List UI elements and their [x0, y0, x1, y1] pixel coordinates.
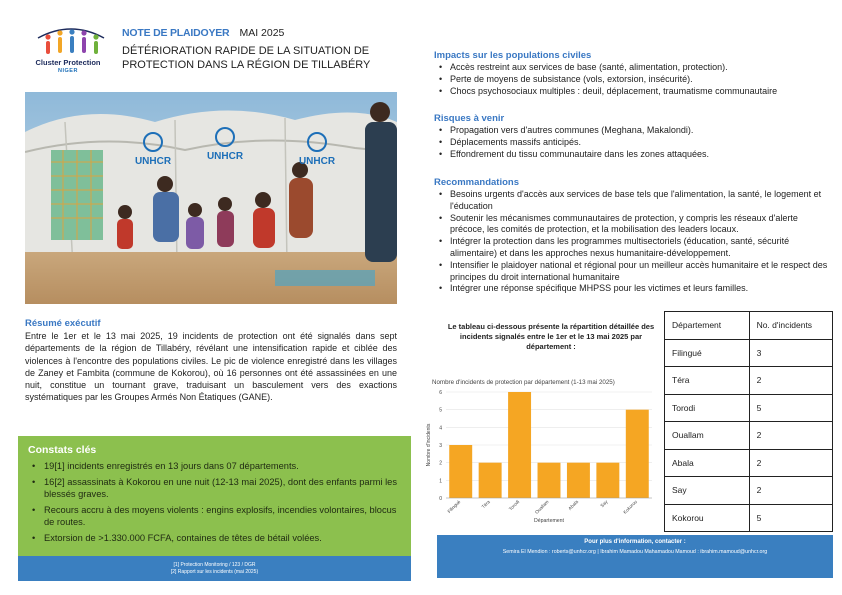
- chart-bar: [567, 463, 590, 498]
- list-item: • Intégrer une réponse spécifique MHPSS pour les victimes et leurs familles.: [434, 283, 832, 295]
- chart-bar: [479, 463, 502, 498]
- table-cell: 2: [749, 477, 832, 505]
- tent-label: UNHCR: [298, 156, 336, 167]
- chart-x-tick-label: Ouallam: [534, 499, 550, 515]
- list-item: • Effondrement du tissu communautaire dans les zones attaquées.: [434, 149, 832, 161]
- list-item: • 16[2] assassinats à Kokorou en une nuit (12-13 mai 2025), dont des enfants parmi les blessés graves.: [28, 476, 401, 501]
- table-cell: 5: [749, 394, 832, 422]
- list-item: • Extorsion de >1.330.000 FCFA, containes de têtes de bétail volées.: [28, 532, 401, 545]
- chart-bar: [596, 463, 619, 498]
- chart-y-tick-label: 5: [439, 407, 442, 414]
- chart-y-axis-label: Nombre d'incidents: [426, 423, 432, 467]
- contact-details[interactable]: Semira El Mendion : roberts@unhcr.org | Ibrahim Mamadou Mahamadou Mamoud : ibrahim.mamoud@unhcr.org: [502, 549, 768, 555]
- list-item: • Besoins urgents d'accès aux services de base tels que l'alimentation, la santé, le logement et l'éducation: [434, 189, 832, 213]
- footnotes: [18, 556, 411, 581]
- table-row: [665, 367, 833, 395]
- chart-x-tick-label: Téra: [480, 499, 491, 510]
- list-item: • Intégrer la protection dans les programmes multisectoriels (éducation, santé, sécurité alimentaire) et dans les approches nexus humanitaire-développement.: [434, 236, 832, 260]
- chart-y-tick-label: 0: [439, 496, 442, 502]
- footnote: [2] Rapport sur les incidents (mai 2025): [170, 569, 259, 575]
- impacts-title: Impacts sur les populations civiles: [434, 50, 592, 61]
- table-header: Département: [665, 312, 750, 340]
- key-findings-list: [28, 460, 401, 544]
- chart-y-tick-label: 3: [439, 443, 442, 449]
- table-row: [665, 504, 833, 532]
- contact-title: Pour plus d'information, contacter :: [584, 539, 686, 545]
- note-header: [122, 27, 284, 39]
- key-findings-title: Constats clés: [28, 444, 97, 456]
- list-item: • Perte de moyens de subsistance (vols, extorsion, insécurité).: [434, 74, 832, 86]
- table-cell: Téra: [665, 367, 750, 395]
- risks-title: Risques à venir: [434, 113, 505, 124]
- incidents-table: [664, 311, 833, 532]
- note-date: MAI 2025: [239, 27, 285, 39]
- chart-title: Nombre d'incidents de protection par département (1-13 mai 2025): [432, 379, 615, 386]
- table-cell: 2: [749, 422, 832, 450]
- chart-y-tick-label: 1: [439, 478, 442, 485]
- risks-list: [434, 125, 832, 160]
- list-item: • Intensifier le plaidoyer national et régional pour un meilleur accès humanitaire et le respect des principes du droit international humanitaire: [434, 260, 832, 284]
- list-item: • Chocs psychosociaux multiples : deuil, déplacement, traumatisme communautaire: [434, 86, 832, 98]
- summary-text: Entre le 1er et le 13 mai 2025, 19 incidents de protection ont été signalés dans sept départements de la région de Tillabéry, révélant une intensification rapide et ciblée des violences à l'encontre des populations civiles. Le pic de violence enregistré dans les villages de Zaney et Fambita (commune de Kokorou), où 16 personnes ont été assassinées en une nuit, constitue un tournant grave, traduisant un basculement vers des exactions systématiques par les Groupes Armés Non Étatiques (GANE).: [25, 331, 397, 403]
- org-name: Cluster Protection: [35, 58, 101, 67]
- org-country: NIGER: [58, 68, 78, 74]
- impacts-list: [434, 62, 832, 97]
- summary-title: Résumé exécutif: [25, 318, 101, 329]
- document-title: DÉTÉRIORATION RAPIDE DE LA SITUATION DE PROTECTION DANS LA RÉGION DE TILLABÉRY: [122, 45, 371, 71]
- table-cell: Kokorou: [665, 504, 750, 532]
- note-label: NOTE DE PLAIDOYER: [122, 27, 230, 39]
- table-cell: Say: [665, 477, 750, 505]
- footnote: [1] Protection Monitoring / 123 / DGR: [173, 562, 256, 568]
- table-cell: 2: [749, 449, 832, 477]
- chart-bar: [508, 392, 531, 498]
- cluster-logo: [22, 22, 114, 82]
- chart-bar: [626, 410, 649, 498]
- people-logo-icon: [36, 24, 106, 56]
- chart-bar: [538, 463, 561, 498]
- list-item: • Déplacements massifs anticipés.: [434, 137, 832, 149]
- table-row: [665, 449, 833, 477]
- tent-label: UNHCR: [206, 151, 244, 162]
- chart-x-tick-label: Abala: [567, 499, 580, 512]
- table-row: [665, 477, 833, 505]
- chart-x-tick-label: Kokorou: [622, 499, 638, 515]
- list-item: • Soutenir les mécanismes communautaires de protection, y compris les réseaux d'alerte précoce, les comités de protection, et la mobilisation des leaders locaux.: [434, 213, 832, 237]
- camp-photo-illustration: [25, 92, 397, 304]
- table-cell: Ouallam: [665, 422, 750, 450]
- list-item: • Accès restreint aux services de base (santé, alimentation, protection).: [434, 62, 832, 74]
- table-header-row: [665, 312, 833, 340]
- tent-label: UNHCR: [134, 156, 172, 167]
- chart-bar: [449, 445, 472, 498]
- recommendations-list: [434, 189, 832, 295]
- table-cell: 3: [749, 339, 832, 367]
- contact-box: [437, 535, 833, 578]
- table-row: [665, 339, 833, 367]
- table-row: [665, 422, 833, 450]
- chart-x-tick-label: Torodi: [507, 499, 521, 512]
- incidents-bar-chart: [420, 374, 660, 526]
- chart-intro: Le tableau ci-dessous présente la répartition détaillée des incidents signalés entre le 1er et le 13 mai 2025 par département :: [447, 322, 655, 351]
- list-item: • 19[1] incidents enregistrés en 13 jours dans 07 départements.: [28, 460, 401, 473]
- table-cell: Filingué: [665, 339, 750, 367]
- table-cell: 5: [749, 504, 832, 532]
- key-findings-box: [18, 436, 411, 556]
- table-cell: Torodi: [665, 394, 750, 422]
- list-item: • Propagation vers d'autres communes (Meghana, Makalondi).: [434, 125, 832, 137]
- chart-y-tick-label: 2: [439, 460, 442, 467]
- table-cell: Abala: [665, 449, 750, 477]
- chart-y-tick-label: 6: [439, 390, 442, 396]
- recommendations-title: Recommandations: [434, 177, 519, 188]
- chart-y-tick-label: 4: [439, 425, 442, 432]
- camp-photo: [25, 92, 397, 304]
- table-header: No. d'incidents: [749, 312, 832, 340]
- list-item: • Recours accru à des moyens violents : engins explosifs, incendies volontaires, blocus de routes.: [28, 504, 401, 529]
- chart-x-axis-label: Département: [534, 518, 564, 524]
- table-row: [665, 394, 833, 422]
- chart-x-tick-label: Say: [599, 499, 609, 509]
- table-cell: 2: [749, 367, 832, 395]
- chart-x-tick-label: Filingué: [446, 499, 462, 515]
